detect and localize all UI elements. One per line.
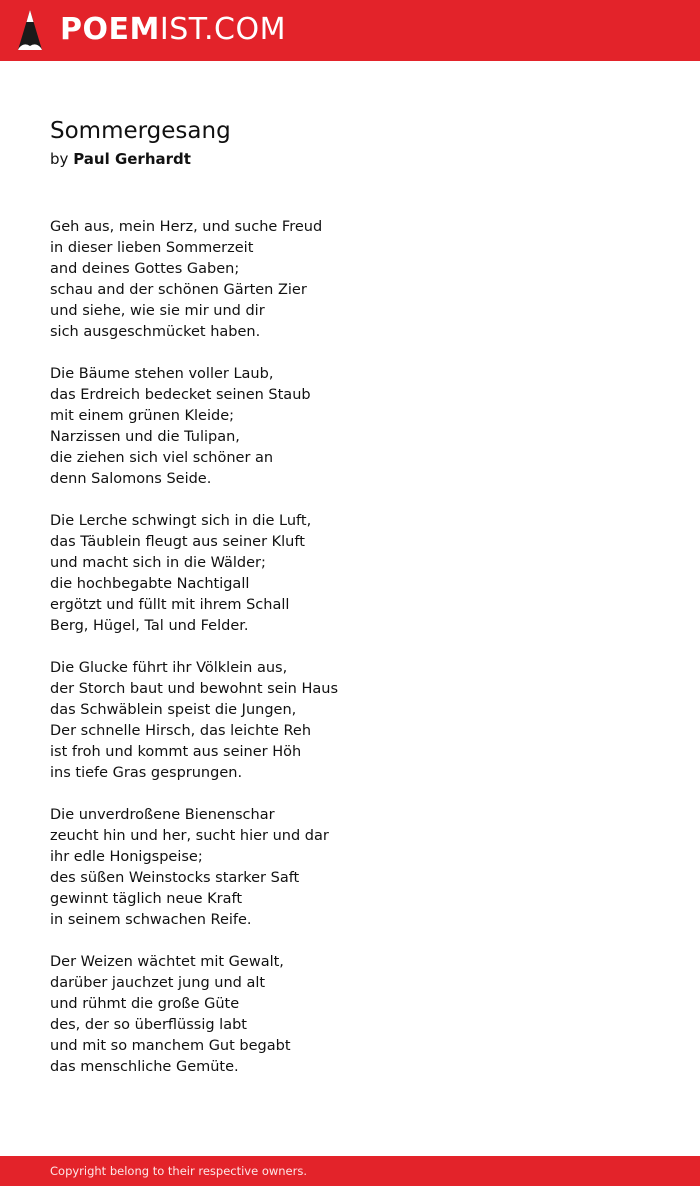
poem-line: Berg, Hügel, Tal und Felder. — [50, 618, 249, 634]
poem-line: die hochbegabte Nachtigall — [50, 576, 250, 592]
poem-line: ergötzt und füllt mit ihrem Schall — [50, 597, 290, 613]
site-logo-text — [60, 8, 286, 52]
poem-line: das Erdreich bedecket seinen Staub — [50, 387, 311, 403]
poem-line: in dieser lieben Sommerzeit — [50, 240, 254, 256]
poem-line: die ziehen sich viel schöner an — [50, 450, 274, 466]
poem-line: schau and der schönen Gärten Zier — [50, 282, 307, 298]
poem-line: und macht sich in die Wälder; — [50, 555, 266, 571]
poem-line: Geh aus, mein Herz, und suche Freud — [50, 219, 323, 235]
poem-line: Die unverdroßene Bienenschar — [50, 807, 275, 823]
stanza — [50, 511, 650, 637]
poem-line: sich ausgeschmücket haben. — [50, 324, 261, 340]
poem-byline — [50, 146, 650, 172]
poem-line: Der schnelle Hirsch, das leichte Reh — [50, 723, 312, 739]
pencil-icon — [16, 8, 44, 52]
poem-line: Die Bäume stehen voller Laub, — [50, 366, 274, 382]
site-logo-link[interactable] — [16, 8, 286, 52]
by-label: by — [50, 150, 69, 168]
poem-line: denn Salomons Seide. — [50, 471, 212, 487]
stanza — [50, 364, 650, 490]
poem-line: das Täublein fleugt aus seiner Kluft — [50, 534, 305, 550]
poem-line: gewinnt täglich neue Kraft — [50, 891, 243, 907]
poem-line: des, der so überflüssig labt — [50, 1017, 247, 1033]
poem-line: und siehe, wie sie mir und dir — [50, 303, 265, 319]
poem-line: zeucht hin und her, sucht hier und dar — [50, 828, 329, 844]
poem-line: in seinem schwachen Reife. — [50, 912, 252, 928]
poem-line: mit einem grünen Kleide; — [50, 408, 235, 424]
poem-line: ist froh und kommt aus seiner Höh — [50, 744, 302, 760]
poem-line: darüber jauchzet jung und alt — [50, 975, 266, 991]
stanza — [50, 658, 650, 784]
site-footer — [0, 1156, 700, 1186]
poem-line: and deines Gottes Gaben; — [50, 261, 240, 277]
poem-content — [50, 116, 650, 1099]
logo-bold-part: POEM — [60, 12, 160, 47]
copyright-notice: Copyright belong to their respective owners. — [50, 1164, 308, 1178]
poem-line: und rühmt die große Güte — [50, 996, 240, 1012]
poem-line: das Schwäblein speist die Jungen, — [50, 702, 297, 718]
site-header — [0, 0, 700, 61]
poem-line: und mit so manchem Gut begabt — [50, 1038, 291, 1054]
poem-title: Sommergesang — [50, 118, 231, 144]
poem-line: Die Lerche schwingt sich in die Luft, — [50, 513, 312, 529]
poem-line: Die Glucke führt ihr Völklein aus, — [50, 660, 288, 676]
stanza — [50, 952, 650, 1078]
poem-line: Narzissen und die Tulipan, — [50, 429, 240, 445]
poem-body — [50, 217, 650, 1078]
poem-author: Paul Gerhardt — [73, 150, 191, 168]
poem-line: ins tiefe Gras gesprungen. — [50, 765, 243, 781]
poem-line: ihr edle Honigspeise; — [50, 849, 203, 865]
poem-line: Der Weizen wächtet mit Gewalt, — [50, 954, 284, 970]
poem-line: des süßen Weinstocks starker Saft — [50, 870, 300, 886]
logo-light-part: IST.COM — [159, 12, 286, 47]
stanza — [50, 805, 650, 931]
poem-line: das menschliche Gemüte. — [50, 1059, 239, 1075]
stanza — [50, 217, 650, 343]
poem-line: der Storch baut und bewohnt sein Haus — [50, 681, 339, 697]
